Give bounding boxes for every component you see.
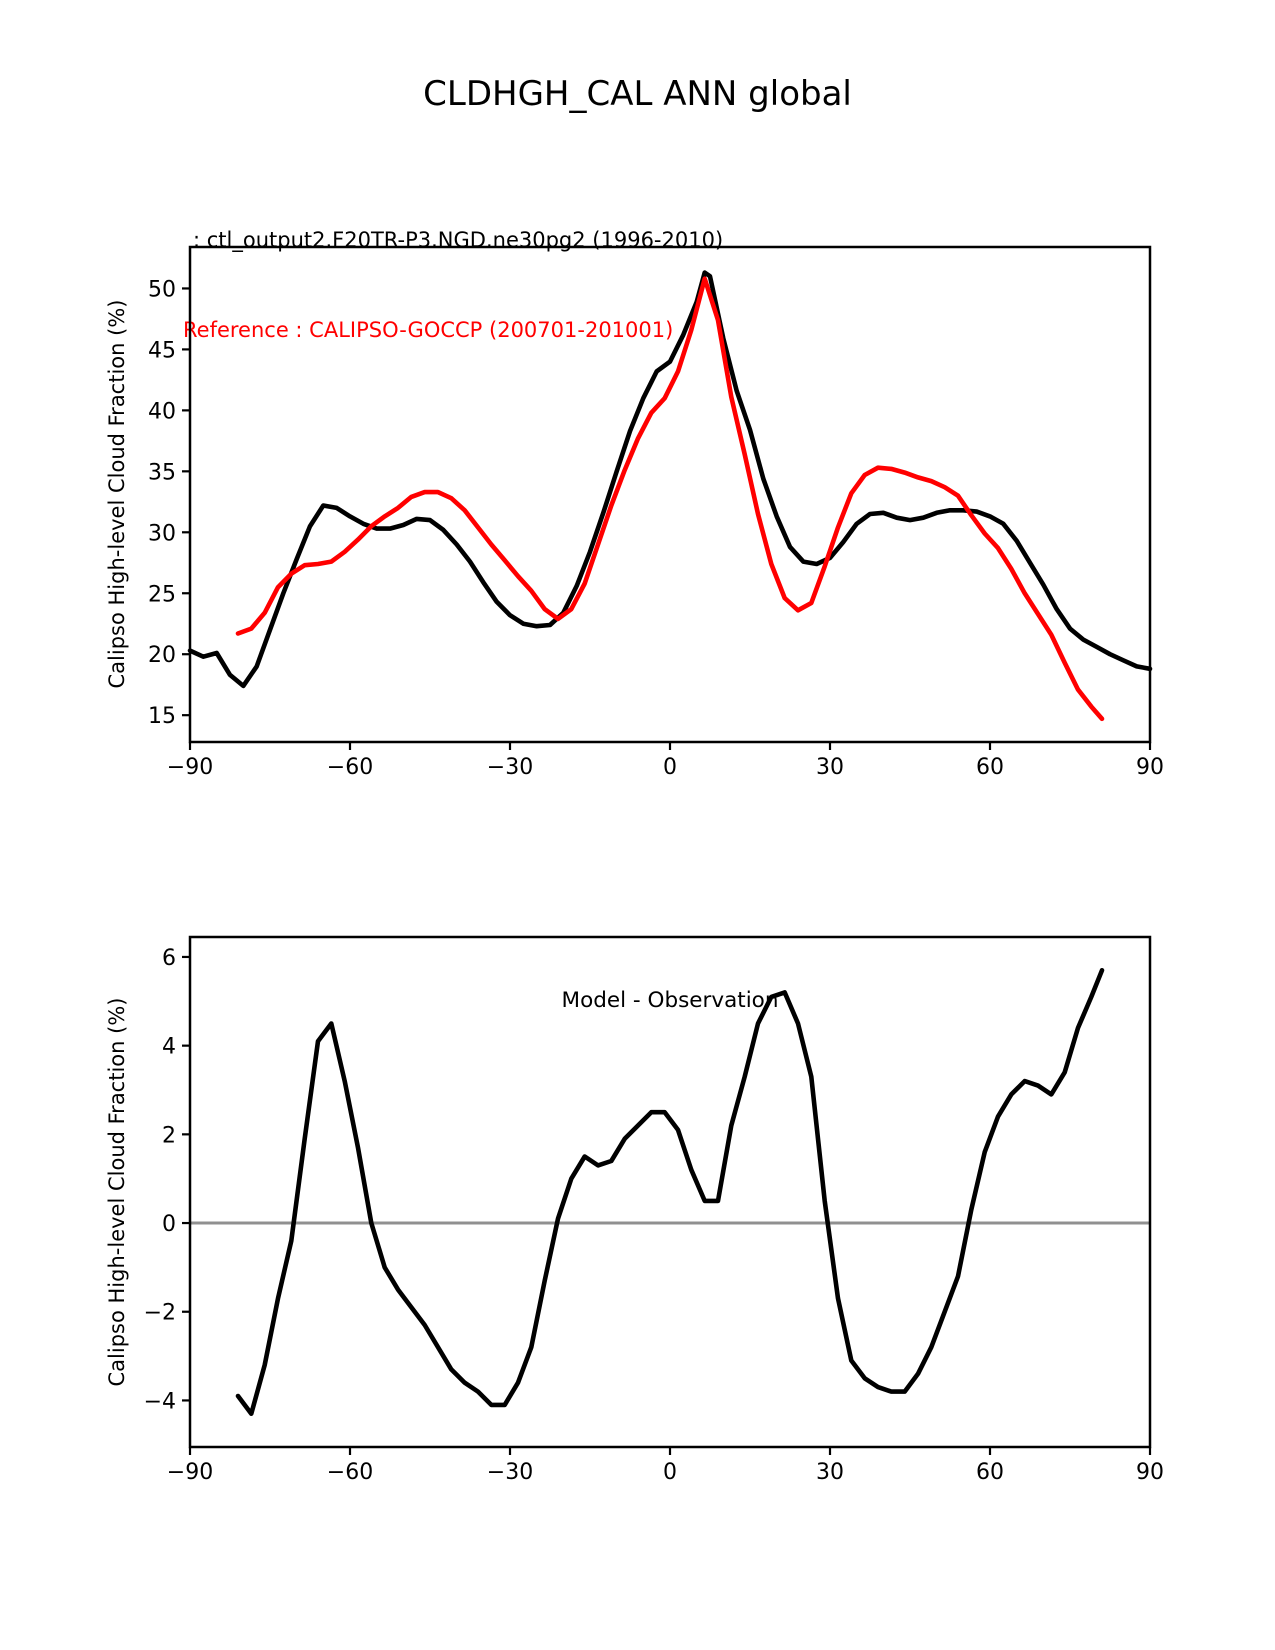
x-tick-label: 30 [816,1460,844,1485]
x-tick-label: −90 [166,1460,214,1485]
model-series-line [190,273,1150,686]
y-tick-label: 0 [162,1212,176,1238]
x-tick-label: −30 [486,1460,534,1485]
main-title: CLDHGH_CAL ANN global [423,74,852,114]
y-tick-label: 20 [148,643,176,669]
x-tick-label: 60 [976,1460,1004,1485]
reference-obs-series-line [238,279,1102,719]
y-tick-label: 45 [148,338,176,364]
legend-reference-label: Reference : CALIPSO-GOCCP (200701-201001) [183,318,674,342]
y-tick-label: −2 [143,1300,176,1326]
y-tick-label: 15 [148,704,176,730]
top-chart-ylabel: Calipso High-level Cloud Fraction (%) [105,299,129,689]
x-tick-label: 0 [663,755,677,780]
y-tick-label: 25 [148,582,176,608]
model-minus-obs-series-line [238,970,1102,1413]
axes-spines [190,247,1150,742]
y-tick-label: 30 [148,521,176,547]
x-tick-label: −60 [326,755,374,780]
y-tick-label: 2 [162,1123,176,1149]
x-tick-label: −60 [326,1460,374,1485]
legend-model-label: : ctl_output2.F20TR-P3.NGD.ne30pg2 (1996-2010) [193,228,724,252]
y-tick-label: −4 [143,1389,176,1415]
axes-spines [190,937,1150,1447]
x-tick-label: 60 [976,755,1004,780]
y-tick-label: 50 [148,277,176,303]
y-tick-label: 6 [162,945,176,971]
y-tick-label: 40 [148,399,176,425]
x-tick-label: 30 [816,755,844,780]
x-tick-label: −30 [486,755,534,780]
x-tick-label: 90 [1136,1460,1164,1485]
x-tick-label: −90 [166,755,214,780]
y-tick-label: 35 [148,460,176,486]
bottom-chart-title: Model - Observation [561,988,779,1013]
x-tick-label: 0 [663,1460,677,1485]
y-tick-label: 4 [162,1034,176,1060]
bottom-chart-ylabel: Calipso High-level Cloud Fraction (%) [105,997,129,1387]
x-tick-label: 90 [1136,755,1164,780]
